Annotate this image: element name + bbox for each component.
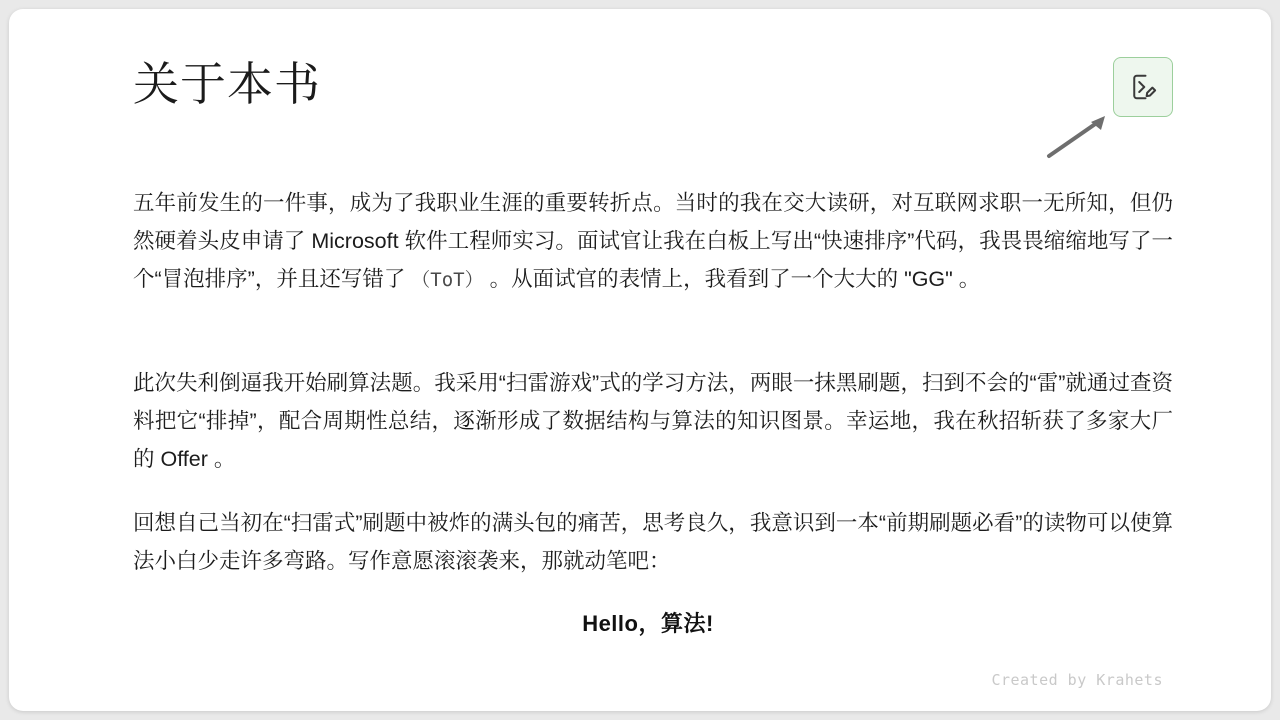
page-title: 关于本书: [133, 58, 321, 110]
paragraph-text-run: 。从面试官的表情上，我看到了一个大大的 "GG" 。: [483, 267, 981, 291]
paragraph-3: [133, 504, 1173, 580]
footer-credit: Created by Krahets: [991, 671, 1163, 689]
edit-page-button[interactable]: [1113, 57, 1173, 117]
paragraph-text-run: 五年前发生的一件事，成为了我职业生涯的重要转折点。当时的我在交大读研，对互联网求职一无所知，但仍然硬着头皮申请了 Microsoft 软件工程师实习。面试官让我在白板上写出“快速排序”代码，我畏畏缩缩地写了一个“冒泡排序”，并且还写错了: [133, 191, 1173, 291]
paragraph-text-run: 回想自己当初在“扫雷式”刷题中被炸的满头包的痛苦，思考良久，我意识到一本“前期刷题必看”的读物可以使算法小白少走许多弯路。写作意愿滚滚袭来，那就动笔吧：: [133, 511, 1173, 573]
inline-code: （ToT）: [411, 269, 484, 291]
document-card: [9, 9, 1271, 711]
closing-line: Hello，算法!: [582, 611, 714, 636]
paragraph-2: [133, 364, 1173, 478]
edit-page-icon: [1128, 72, 1158, 102]
document-content: [123, 9, 1173, 711]
paragraph-1: [133, 184, 1173, 299]
mouse-cursor-arrow: [1043, 112, 1113, 162]
paragraph-text-run: 此次失利倒逼我开始刷算法题。我采用“扫雷游戏”式的学习方法，两眼一抹黑刷题，扫到不会的“雷”就通过查资料把它“排掉”，配合周期性总结，逐渐形成了数据结构与算法的知识图景。幸运地，我在秋招斩获了多家大厂的 Offer 。: [133, 371, 1173, 471]
